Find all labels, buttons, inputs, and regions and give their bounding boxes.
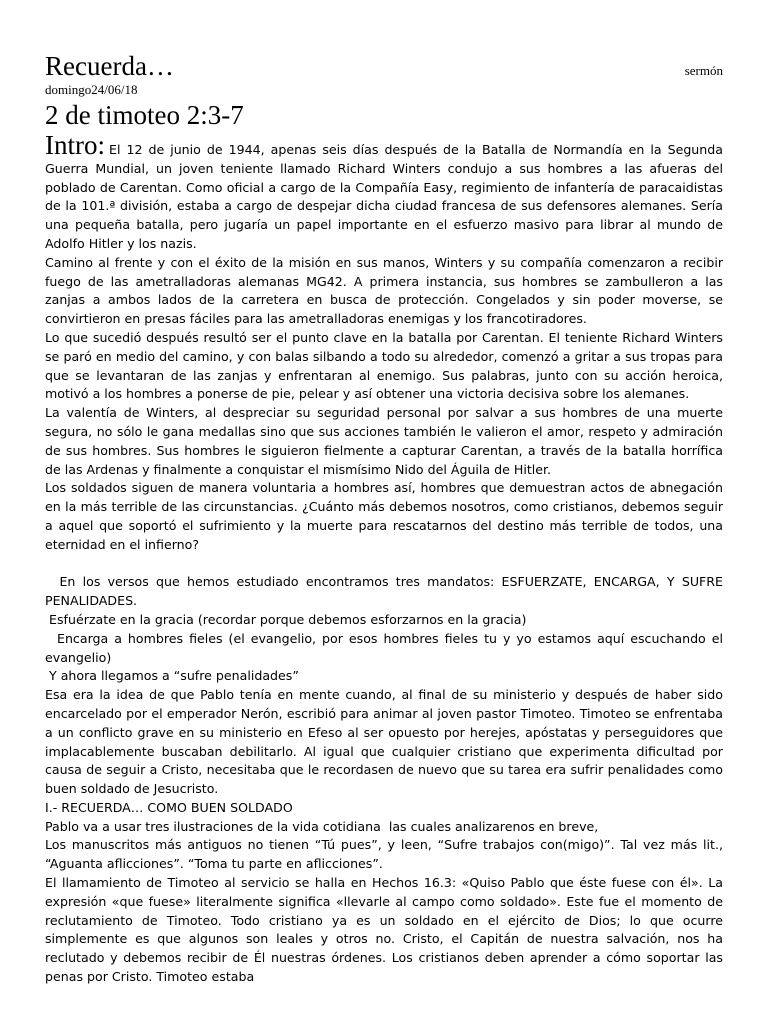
paragraph-spacer: [45, 555, 723, 574]
paragraph: Y ahora llegamos a “sufre penalidades”: [45, 668, 299, 684]
document-date: domingo24/06/18: [45, 82, 138, 97]
intro-text: El 12 de junio de 1944, apenas seis días después de la Batalla de Normandía en la Segunda Guerra Mundial, un joven teniente llamado Richard Winters condujo a sus hombres a las afueras del poblado de Carentan. Como oficial a cargo de la Compañía Easy, regimiento de infantería de paracaidistas de la 101.ª división, estaba a cargo de despejar dicha ciudad francesa de sus defensores alemanes. Sería una pequeña batalla, pero jugaría un papel importante en el esfuerzo masivo para librar al mundo de Adolfo Hitler y los nazis.: [45, 142, 723, 251]
paragraph: La valentía de Winters, al despreciar su seguridad personal por salvar a sus hombres de una muerte segura, no sólo le gana medallas sino que sus acciones también le valieron el amor, respeto y admiración de sus hombres. Sus hombres le siguieron fielmente a capturar Carentan, a través de la batalla horrífica de las Ardenas y finalmente a conquistar el mismísimo Nido del Águila de Hitler.: [45, 405, 723, 477]
paragraph: Los soldados siguen de manera voluntaria a hombres así, hombres que demuestran actos de abnegación en la más terrible de las circunstancias. ¿Cuánto más debemos nosotros, como cristianos, debemos seguir a aquel que soportó el sufrimiento y la muerte para rescatarnos del destino más terrible de todos, una eternidad en el infierno?: [45, 480, 723, 552]
document-page: [45, 50, 728, 987]
document-tag: sermón: [684, 63, 723, 78]
section-heading: I.- RECUERDA… COMO BUEN SOLDADO: [45, 799, 293, 815]
bible-reference: 2 de timoteo 2:3-7: [45, 100, 244, 130]
paragraph: El llamamiento de Timoteo al servicio se halla en Hechos 16.3: «Quiso Pablo que éste fuese con él». La expresión «que fuese» literalmente significa «llevarle al campo como soldado». Este fue el momento de reclutamiento de Timoteo. Todo cristiano ya es un soldado en el ejército de Dios; lo que ocurre simplemente es que algunos son leales y otros no. Cristo, el Capitán de nuestra salvación, nos ha reclutado y debemos recibir de Él nuestras órdenes. Los cristianos deben aprender a cómo soportar las penas por Cristo. Timoteo estaba: [45, 875, 723, 985]
paragraph: Los manuscritos más antiguos no tienen “Tú pues”, y leen, “Sufre trabajos con(migo)”. Tal vez más lit., “Aguanta aflicciones”. “Toma tu parte en aflicciones”.: [45, 837, 723, 872]
intro-paragraph: [45, 130, 723, 254]
paragraph: En los versos que hemos estudiado encontramos tres mandatos: ESFUERZATE, ENCARGA, Y SUFRE PENALIDADES.: [45, 574, 727, 609]
paragraph: Esa era la idea de que Pablo tenía en mente cuando, al final de su ministerio y después de haber sido encarcelado por el emperador Nerón, escribió para animar al joven pastor Timoteo. Timoteo se enfrentaba a un conflicto grave en su ministerio en Efeso al ser opuesto por herejes, apóstatas y perseguidores que implacablemente buscaban debilitarlo. Al igual que cualquier cristiano que experimenta dificultad por causa de seguir a Cristo, necesitaba que le recordasen de nuevo que su tarea era sufrir penalidades como buen soldado de Jesucristo.: [45, 687, 723, 797]
intro-label: Intro:: [45, 130, 105, 160]
paragraph: Lo que sucedió después resultó ser el punto clave en la batalla por Carentan. El teniente Richard Winters se paró en medio del camino, y con balas silbando a todo su alrededor, comenzó a gritar a sus tropas para que se levantaran de las zanjas y enfrentaran al enemigo. Sus palabras, junto con su acción heroica, motivó a los hombres a ponerse de pie, pelear y así obtener una victoria decisiva sobre los alemanes.: [45, 329, 723, 402]
paragraph: Encarga a hombres fieles (el evangelio, por esos hombres fieles tu y yo estamos aquí escuchando el evangelio): [45, 630, 728, 665]
document-title: Recuerda…: [45, 51, 174, 81]
header-row: [45, 50, 723, 82]
paragraph: Pablo va a usar tres ilustraciones de la vida cotidiana las cuales analizarenos en breve,: [45, 818, 599, 834]
sermon-body: [45, 130, 728, 987]
paragraph: Esfuérzate en la gracia (recordar porque debemos esforzarnos en la gracia): [45, 611, 527, 627]
paragraph: Camino al frente y con el éxito de la misión en sus manos, Winters y su compañía comenzaron a recibir fuego de las ametralladoras alemanas MG42. A primera instancia, sus hombres se zambulleron a las zanjas a ambos lados de la carretera en busca de protección. Congelados y sin poder moverse, se convirtieron en presas fáciles para las ametralladoras enemigas y los francotiradores.: [45, 254, 723, 327]
